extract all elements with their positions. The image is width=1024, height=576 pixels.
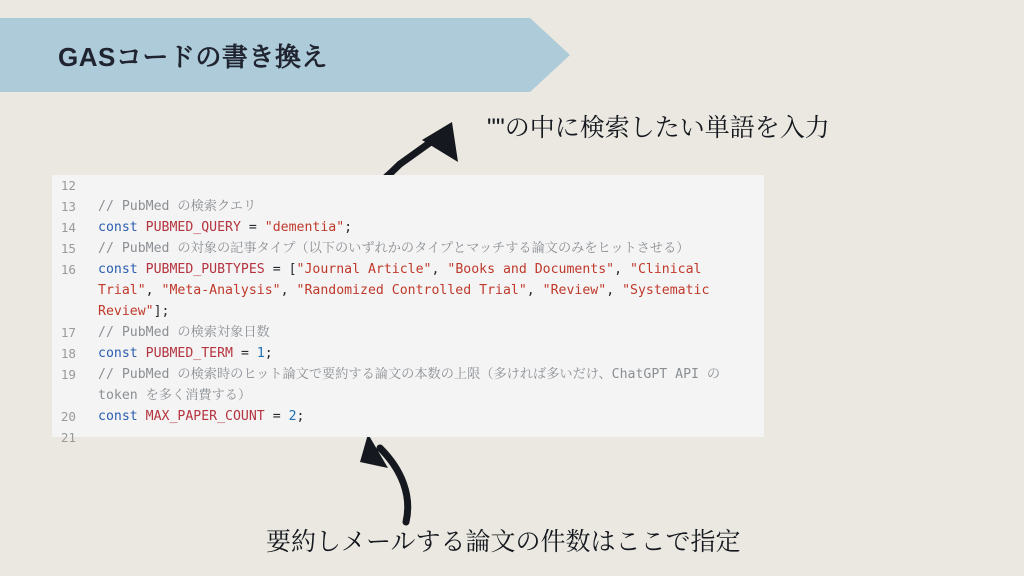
code-line-content: const MAX_PAPER_COUNT = 2; (98, 409, 305, 424)
page-title: GASコードの書き換え (58, 41, 328, 72)
line-number: 12 (60, 178, 76, 193)
code-line-content: // PubMed の検索クエリ (98, 199, 257, 214)
line-number: 19 (60, 367, 76, 382)
code-line-content (98, 175, 116, 196)
code-line (52, 175, 764, 196)
code-line-content: const PUBMED_TERM = 1; (98, 346, 273, 361)
line-number: 16 (60, 262, 76, 277)
line-number: 21 (60, 430, 76, 445)
code-line (52, 238, 764, 259)
code-line-content: const PUBMED_PUBTYPES = ["Journal Article", "Books and Documents", "Clinical Trial", "Meta-Analysis", "Randomized Controlled Trial", "Review", "Systematic Review"]; (98, 262, 718, 319)
code-line-content: // PubMed の検索時のヒット論文で要約する論文の本数の上限（多ければ多いだけ、ChatGPT API の token を多く消費する） (98, 367, 729, 403)
code-line-content: // PubMed の検索対象日数 (98, 325, 270, 340)
code-lines (52, 175, 764, 448)
annotation-bottom-text: 要約しメールする論文の件数はここで指定 (266, 528, 741, 556)
annotation-top-text: ""の中に検索したい単語を入力 (487, 114, 830, 142)
line-number: 20 (60, 409, 76, 424)
code-line (52, 427, 764, 448)
line-number: 17 (60, 325, 76, 340)
code-line (52, 406, 764, 427)
line-number: 14 (60, 220, 76, 235)
line-number: 13 (60, 199, 76, 214)
code-line (52, 343, 764, 364)
code-line-content: const PUBMED_QUERY = "dementia"; (98, 220, 353, 235)
line-number: 18 (60, 346, 76, 361)
code-line (52, 217, 764, 238)
code-line-content (98, 427, 116, 448)
title-banner (0, 18, 580, 92)
code-line (52, 259, 764, 322)
code-line-content: // PubMed の対象の記事タイプ（以下のいずれかのタイプとマッチする論文のみをヒットさせる） (98, 241, 690, 256)
code-line (52, 322, 764, 343)
code-snippet-panel[interactable] (52, 175, 764, 445)
code-line (52, 364, 764, 406)
line-number: 15 (60, 241, 76, 256)
code-line (52, 196, 764, 217)
